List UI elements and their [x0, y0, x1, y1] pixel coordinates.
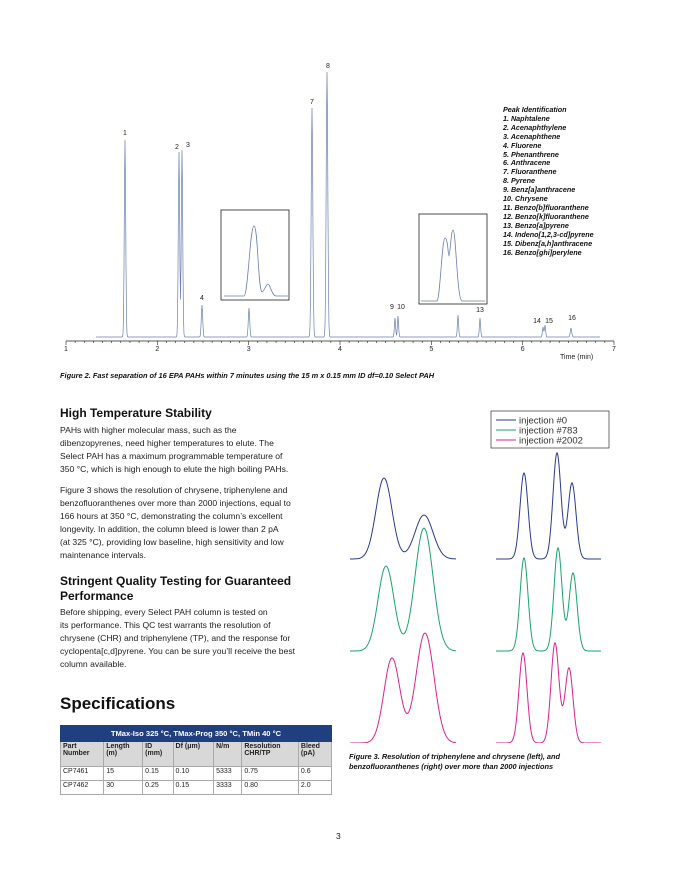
tick-label: 4 — [338, 346, 342, 353]
text-line: cyclopenta[c,d]pyrene. You can be sure you’ll receive the best — [60, 646, 296, 656]
text-line: Before shipping, every Select PAH column is tested on — [60, 607, 268, 617]
tick-label: 2 — [155, 346, 160, 353]
specifications-heading: Specifications — [60, 694, 176, 713]
tick-label: 3 — [246, 346, 251, 353]
text-line: chrysene (CHR) and triphenylene (TP), and the response for — [60, 633, 291, 643]
text-line: (at 325 °C), providing low baseline, high sensitivity and low — [60, 537, 284, 547]
table-cell: 0.15 — [173, 781, 214, 795]
table-cell: 2.0 — [298, 781, 331, 795]
text-line: Select PAH has a maximum programmable temperature of — [60, 451, 283, 461]
column-header: Part Number — [61, 742, 104, 767]
tick-labels — [64, 346, 616, 353]
table-cell: 0.10 — [173, 767, 214, 781]
column-header: Bleed (pA) — [298, 742, 331, 767]
trace-right-2 — [496, 643, 601, 743]
text-line: its performance. This QC test warrants the resolution of — [60, 620, 271, 630]
peak-label: 4 — [200, 295, 204, 302]
peak-id-item: 13. Benzo[a]pyrene — [503, 220, 569, 230]
table-cell: 5333 — [214, 767, 242, 781]
legend-label-0: injection #0 — [519, 415, 568, 427]
table-title: TMax-Iso 325 °C, TMax-Prog 350 °C, TMin 40 °C — [61, 726, 332, 742]
inset-zoom-5-6 — [221, 210, 289, 300]
table-cell: 0.80 — [242, 781, 299, 795]
peak-label: 3 — [186, 142, 190, 149]
peak-label: 16 — [568, 315, 576, 322]
specifications-table — [60, 725, 332, 795]
trace-left-2 — [350, 633, 456, 743]
table-cell: 0.75 — [242, 767, 299, 781]
trace-left-1 — [350, 528, 456, 651]
peak-id-item: 12. Benzo[k]fluoranthene — [503, 211, 589, 221]
inset-zoom-11-12 — [419, 214, 487, 304]
table-row — [61, 767, 332, 781]
peak-id-item: 4. Fluorene — [503, 140, 542, 150]
page-number: 3 — [336, 831, 341, 841]
peak-id-item: 1. Naphtalene — [503, 113, 550, 123]
heading-line: Performance — [60, 589, 134, 603]
table-row — [61, 781, 332, 795]
table-cell: 30 — [104, 781, 143, 795]
caption-line: benzofluoranthenes (right) over more than 2000 injections — [349, 762, 554, 771]
peak-label: 2 — [175, 144, 179, 151]
peak-id-item: 2. Acenaphthylene — [503, 122, 567, 132]
table-cell: 15 — [104, 767, 143, 781]
injection-traces — [350, 453, 601, 743]
peak-id-item: 14. Indeno[1,2,3-cd]pyrene — [503, 229, 594, 239]
tick-label: 1 — [64, 346, 68, 353]
peak-id-item: 11. Benzo[b]fluoranthene — [503, 202, 589, 212]
paragraph — [60, 424, 288, 476]
column-header: Length (m) — [104, 742, 143, 767]
table-cell: CP7462 — [61, 781, 104, 795]
legend-label-2: injection #2002 — [519, 435, 583, 447]
paragraph — [60, 484, 291, 562]
text-line: 166 hours at 350 °C, demonstrating the column’s excellent — [60, 511, 283, 521]
trace-right-1 — [496, 548, 601, 651]
peak-label: 15 — [545, 318, 553, 325]
figure3-caption — [349, 752, 589, 772]
peak-label: 8 — [326, 63, 330, 70]
table-cell: 3333 — [214, 781, 242, 795]
text-line: longevity. In addition, the column bleed is lower than 2 pA — [60, 524, 279, 534]
trace-right-0 — [496, 453, 601, 559]
peak-id-item: 9. Benz[a]anthracene — [503, 185, 576, 195]
x-axis-ticks — [66, 341, 614, 345]
column-header: Df (μm) — [173, 742, 214, 767]
peak-label: 7 — [310, 99, 314, 106]
tick-label: 7 — [612, 346, 616, 353]
legend-label-1: injection #783 — [519, 425, 578, 437]
peak-label: 14 — [533, 318, 541, 325]
peak-id-item: 3. Acenaphthene — [503, 131, 561, 141]
peak-id-item: 8. Pyrene — [503, 176, 535, 186]
column-header: Resolution CHR/TP — [242, 742, 299, 767]
table-cell: CP7461 — [61, 767, 104, 781]
text-line: PAHs with higher molecular mass, such as the — [60, 425, 237, 435]
text-line: column available. — [60, 659, 127, 669]
section-heading-quality-testing — [60, 574, 291, 604]
tick-label: 5 — [429, 346, 434, 353]
paragraph — [60, 606, 295, 671]
peak-id-item: 16. Benzo[ghi]perylene — [503, 247, 582, 257]
text-line: 350 °C, which is high enough to elute the high boiling PAHs. — [60, 464, 289, 474]
table-cell: 0.25 — [143, 781, 173, 795]
peak-id-item: 10. Chrysene — [503, 194, 548, 204]
column-header: N/m — [214, 742, 242, 767]
table-cell: 0.15 — [143, 767, 173, 781]
table-cell: 0.6 — [298, 767, 331, 781]
peak-id-item: 5. Phenanthrene — [503, 149, 559, 159]
text-line: maintenance intervals. — [60, 550, 146, 560]
figure2-caption: Figure 2. Fast separation of 16 EPA PAHs within 7 minutes using the 15 m x 0.15 mm ID df=0.10 Select PAH — [60, 371, 435, 380]
text-line: Figure 3 shows the resolution of chrysene, triphenylene and — [60, 485, 288, 495]
trace-left-0 — [350, 478, 456, 559]
figure3-chromatograms — [346, 408, 626, 743]
heading-line: Stringent Quality Testing for Guaranteed — [60, 574, 292, 588]
legend — [491, 411, 609, 448]
peak-id-item: 7. Fluoranthene — [503, 167, 557, 177]
x-axis-label: Time (min) — [560, 354, 594, 361]
text-line: benzofluoranthenes over more than 2000 injections, equal to — [60, 498, 291, 508]
table-header-row — [61, 742, 332, 767]
peak-identification-title: Peak Identification — [503, 105, 567, 114]
peak-id-item: 6. Anthracene — [503, 158, 551, 168]
column-header: ID (mm) — [143, 742, 173, 767]
tick-label: 6 — [520, 346, 525, 353]
text-line: dibenzopyrenes, need higher temperatures to elute. The — [60, 438, 274, 448]
peak-id-item: 15. Dibenz[a,h]anthracene — [503, 238, 593, 248]
peak-label: 10 — [397, 304, 405, 311]
peak-label: 9 — [390, 304, 394, 311]
peak-label: 13 — [476, 307, 484, 314]
peak-label: 1 — [123, 130, 127, 137]
section-heading-high-temp: High Temperature Stability — [60, 406, 212, 420]
caption-line: Figure 3. Resolution of triphenylene and chrysene (left), and — [349, 752, 561, 761]
peak-identification-list — [503, 106, 594, 257]
